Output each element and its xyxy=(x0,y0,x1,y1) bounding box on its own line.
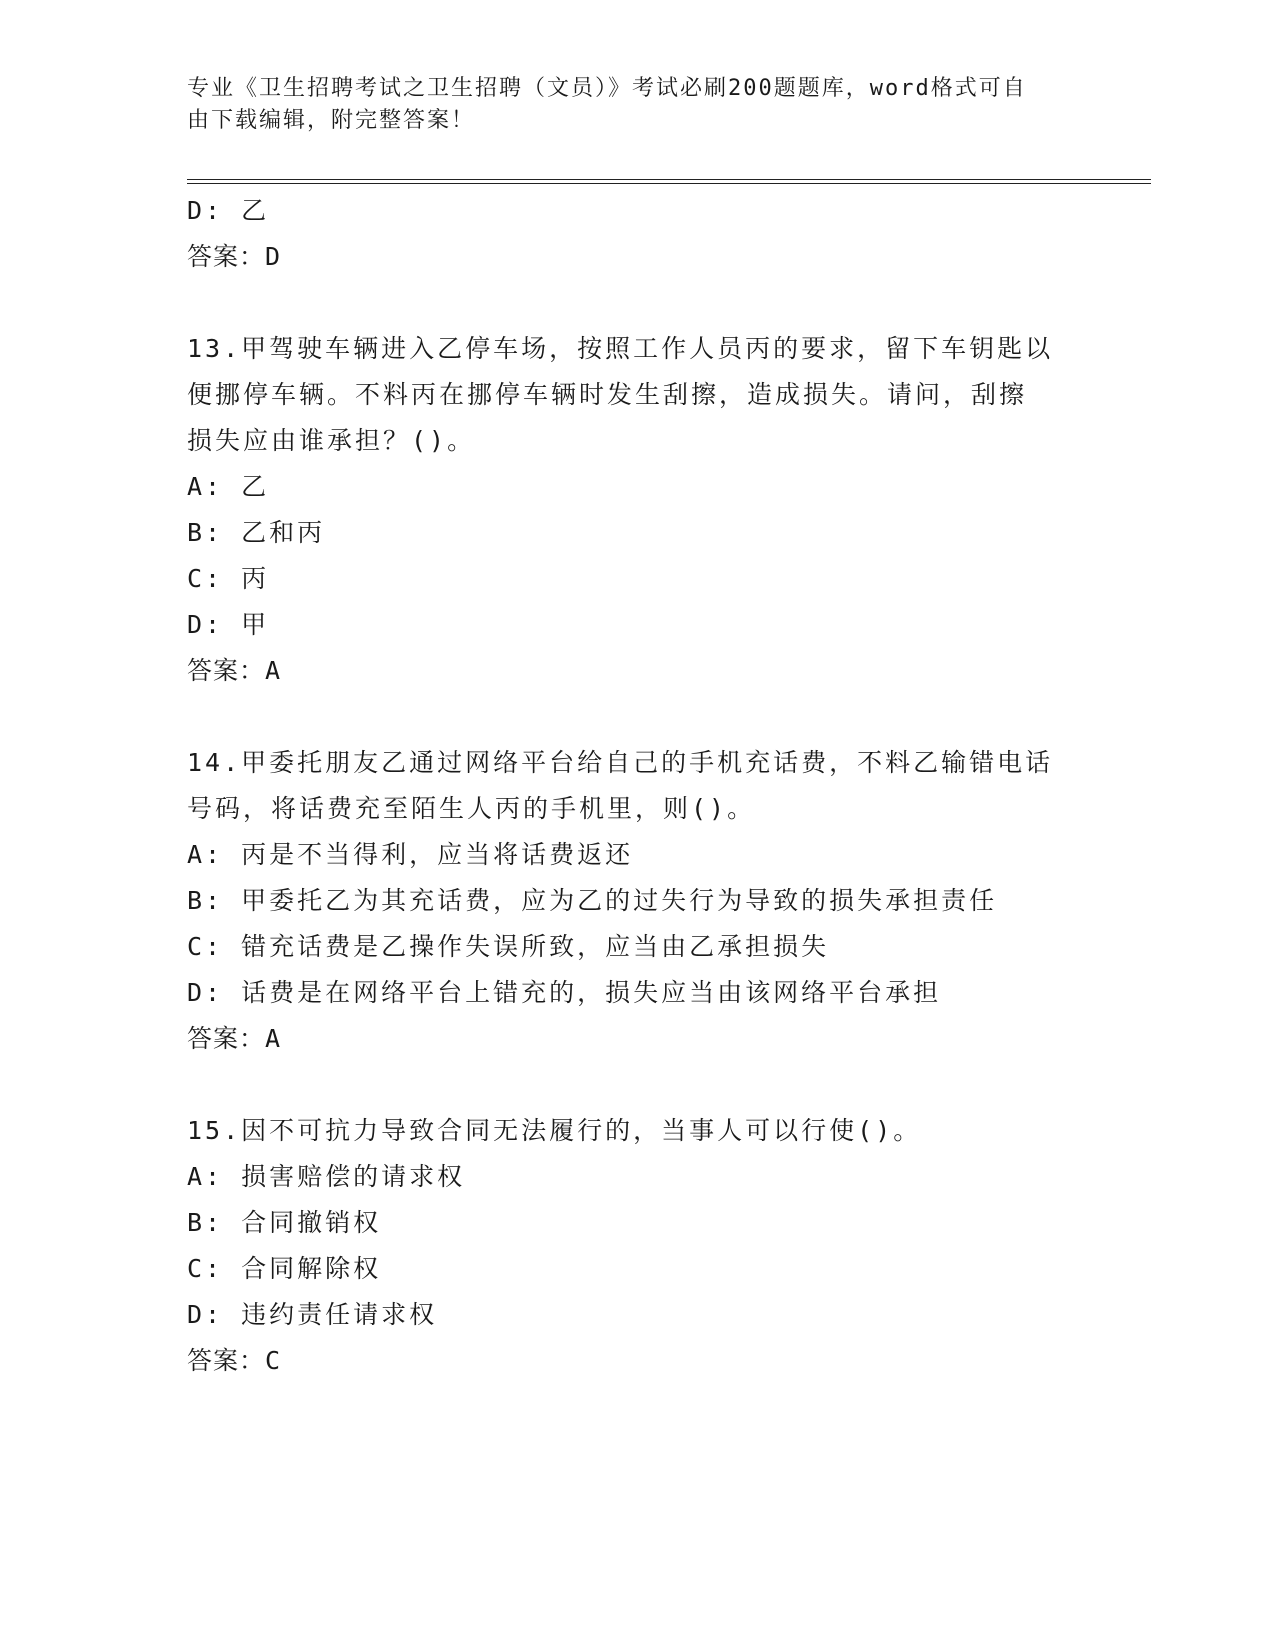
option-b: B: 合同撤销权 xyxy=(187,1208,382,1237)
option-d: D: 违约责任请求权 xyxy=(187,1300,438,1329)
question-gap xyxy=(187,280,1107,326)
question-list xyxy=(187,188,1107,1384)
question-stem-line: 14.甲委托朋友乙通过网络平台给自己的手机充话费，不料乙输错电话 xyxy=(187,748,1054,777)
question-stem-line: 便挪停车辆。不料丙在挪停车辆时发生刮擦，造成损失。请问，刮擦 xyxy=(187,380,1028,409)
option-b: B: 甲委托乙为其充话费，应为乙的过失行为导致的损失承担责任 xyxy=(187,886,998,915)
header-divider-top xyxy=(187,179,1151,180)
answer-line xyxy=(187,1016,1107,1062)
option-b: B: 乙和丙 xyxy=(187,518,326,547)
question-13 xyxy=(187,326,1107,694)
answer-line xyxy=(187,1338,1107,1384)
option-a: A: 损害赔偿的请求权 xyxy=(187,1162,466,1191)
option-c: C: 合同解除权 xyxy=(187,1254,382,1283)
question-14 xyxy=(187,740,1107,1062)
header-line-1: 专业《卫生招聘考试之卫生招聘（文员）》考试必刷200题题库，word格式可自 xyxy=(187,76,1027,101)
question-stem-line: 号码，将话费充至陌生人丙的手机里，则()。 xyxy=(187,794,756,823)
answer-label: 答案： xyxy=(187,242,266,271)
option-a: A: 乙 xyxy=(187,472,270,501)
answer-value: C xyxy=(265,1346,282,1375)
answer-label: 答案： xyxy=(187,1024,266,1053)
answer-value: D xyxy=(265,242,282,271)
answer-label: 答案： xyxy=(187,1346,266,1375)
option-c: C: 错充话费是乙操作失误所致，应当由乙承担损失 xyxy=(187,932,830,961)
option-d: D: 甲 xyxy=(187,610,270,639)
document-header xyxy=(187,73,1087,137)
option-d: D: 乙 xyxy=(187,196,270,225)
answer-line xyxy=(187,234,1107,280)
question-gap xyxy=(187,1062,1107,1108)
answer-label: 答案： xyxy=(187,656,266,685)
carryover-block xyxy=(187,188,1107,280)
question-stem-line: 13.甲驾驶车辆进入乙停车场，按照工作人员丙的要求，留下车钥匙以 xyxy=(187,334,1054,363)
header-divider-bottom xyxy=(187,183,1151,184)
answer-line xyxy=(187,648,1107,694)
answer-value: A xyxy=(265,656,282,685)
option-a: A: 丙是不当得利，应当将话费返还 xyxy=(187,840,634,869)
option-d: D: 话费是在网络平台上错充的，损失应当由该网络平台承担 xyxy=(187,978,942,1007)
question-gap xyxy=(187,694,1107,740)
option-c: C: 丙 xyxy=(187,564,270,593)
question-15 xyxy=(187,1108,1107,1384)
question-stem-line: 损失应由谁承担？()。 xyxy=(187,426,476,455)
answer-value: A xyxy=(265,1024,282,1053)
header-line-2: 由下载编辑，附完整答案！ xyxy=(187,108,476,133)
question-stem-line: 15.因不可抗力导致合同无法履行的，当事人可以行使()。 xyxy=(187,1116,922,1145)
